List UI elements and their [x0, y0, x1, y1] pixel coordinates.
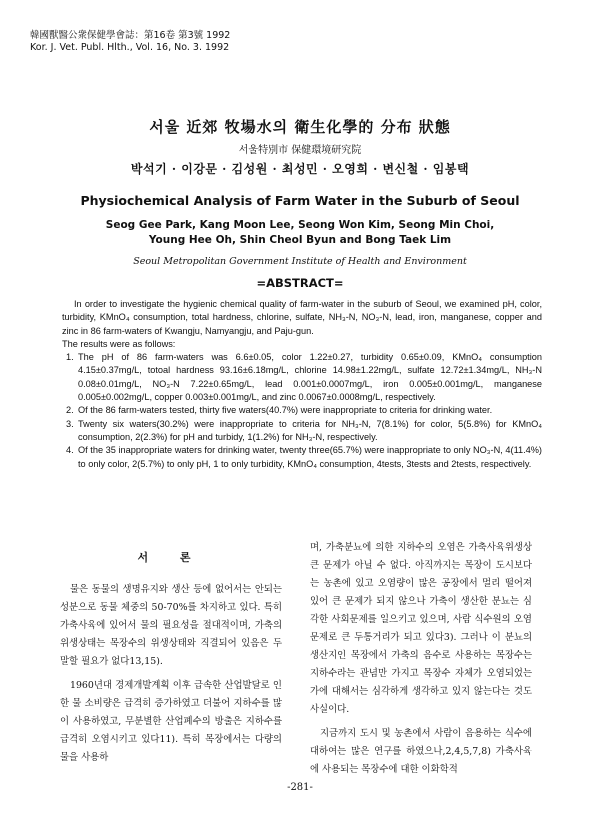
journal-line-korean: 韓國獸醫公衆保健學會誌：第16卷 第3號 1992: [30, 30, 231, 41]
institute-korean: 서울特別市 保健環境研究院: [238, 145, 362, 156]
title-korean: 서울 近郊 牧場水의 衛生化學的 分布 狀態: [149, 118, 451, 136]
body-paragraph: 지금까지 도시 및 농촌에서 사람이 음용하는 식수에 대하여는 많은 연구를 하였으나,2,4,5,7,8) 가축사육에 사용되는 목장수에 대한 이화학적: [310, 728, 532, 775]
authors-korean: 박석기 · 이강문 · 김성원 · 최성민 · 오영희 · 변신철 · 임봉택: [130, 162, 470, 176]
authors-english-line: Seog Gee Park, Kang Moon Lee, Seong Won Kim, Seong Min Choi,: [105, 219, 495, 231]
section-heading-introduction: 서 론: [137, 551, 205, 564]
result-text: Of the 86 farm-waters tested, thirty five waters(40.7%) were inappropriate to criteria for drinking water.: [78, 405, 493, 416]
abstract-results-label: The results were as follows:: [62, 338, 176, 349]
journal-line-english: Kor. J. Vet. Publ. Hlth., Vol. 16, No. 3. 1992: [30, 42, 230, 53]
journal-header: [30, 30, 230, 54]
page-number: -281-: [287, 782, 313, 793]
abstract-results-list: [62, 351, 542, 471]
result-text: Twenty six waters(30.2%) were inappropriate to criteria for NH₃-N, 7(8.1%) for color, 5(5.8%) for KMnO₄ consumption, 2(2.3%) for pH and turbidy, 1(1.2%) for NH₃-N, respectively.: [78, 418, 542, 442]
body-column-right: [310, 539, 532, 779]
body-paragraph: 물은 동물의 생명유지와 생산 등에 없어서는 안되는 성분으로 동물 체중의 50-70%를 차지하고 있다. 특히 가축사육에 있어서 물의 필요성을 절대적이며, 가축의 위생상태는 목장수의 위생상태와 직결되어 있음은 두말할 필요가 없다13,15).: [60, 584, 282, 667]
authors-english-line: Young Hee Oh, Shin Cheol Byun and Bong Taek Lim: [148, 234, 452, 246]
result-item: [62, 404, 542, 417]
result-text: The pH of 86 farm-waters was 6.6±0.05, color 1.22±0.27, turbidity 0.65±0.09, KMnO₄ consumption 4.15±0.37mg/L, totoal hardness 93.16±6.18mg/L, chlorine 14.98±1.22mg/L, sulfate 12.72±1.34mg/L, NH₃-N 0.08±0.01mg/L, NO₃-N 7.22±0.65mg/L, lead 0.001±0.0007mg/L, iron 0.005±0.001mg/L, manganese 0.005±0.002mg/L, copper 0.003±0.001mg/L, and zinc 0.0067±0.0008mg/L, respectively.: [78, 352, 542, 403]
result-number: 4.: [66, 445, 74, 456]
result-item: [62, 351, 542, 404]
result-number: 1.: [66, 352, 74, 363]
result-text: Of the 35 inappropriate waters for drinking water, twenty three(65.7%) were inappropriate to only NO₃-N, 4(11.4%) to only color, 2(5.7%) to only pH, 1 to only turbidity, KMnO₄ consumption, 4tests, 3tests and 2tests, respectively.: [78, 445, 542, 469]
abstract-heading: =ABSTRACT=: [256, 276, 344, 290]
abstract-intro: In order to investigate the hygienic chemical quality of farm-water in the suburb of Seoul, we examined pH, color, turbidity, KMnO₄ consumption, total hardness, chlorine, sulfate, NH₃-N, NO₃-N, lead, iron, manganese, copper and zinc in 86 farm-waters of Kwangju, Namyangju, and Paju-gun.: [62, 299, 542, 336]
title-english: Physiochemical Analysis of Farm Water in the Suburb of Seoul: [80, 193, 520, 208]
body-paragraph: 며, 가축분뇨에 의한 지하수의 오염은 가축사육위생상 큰 문제가 아닐 수 없다. 아직까지는 목장이 도시보다는 농촌에 있고 오염량이 많은 공장에서 멀리 떨어져 있어 큰 문제가 되지 않으나 가축이 생산한 분뇨는 심각한 사회문제를 일으키고 있으며, 사람 식수원의 오염문제로 큰 두통거리가 되고 있다3). 그러나 이 분뇨의 생산지인 목장에서 가축의 음수로 사용하는 목장수는 지하수라는 관념만 가지고 목장수 자체가 오염되었는가에 대해서는 심각하게 생각하고 있지 않는다는 것도 사실이다.: [310, 542, 532, 715]
result-number: 3.: [66, 418, 74, 429]
result-number: 2.: [66, 405, 74, 416]
body-column-left: [60, 537, 282, 767]
result-item: [62, 444, 542, 471]
authors-english: [0, 218, 600, 248]
body-paragraph: 1960년대 경제개발계획 이후 급속한 산업발달로 인한 물 소비량은 급격히 증가하였고 더불어 지하수를 많이 사용하였고, 무분별한 산업폐수의 방출은 지하수를 급격히 오염시키고 있다11). 특히 목장에서는 다량의 물을 사용하: [60, 680, 282, 763]
abstract-body: [62, 298, 542, 471]
result-item: [62, 418, 542, 445]
affiliation-english: Seoul Metropolitan Government Institute of Health and Environment: [133, 256, 467, 267]
